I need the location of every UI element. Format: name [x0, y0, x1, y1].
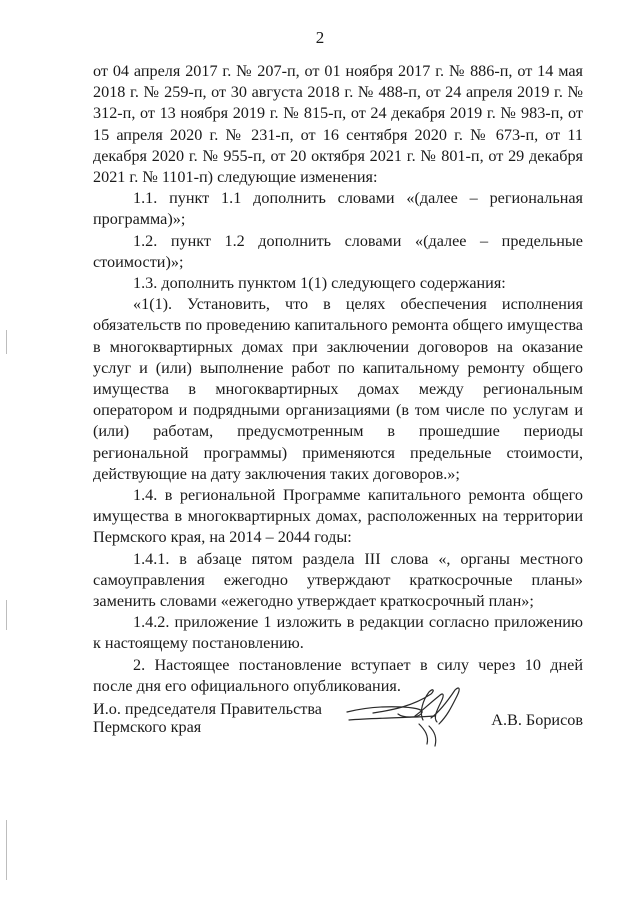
- paragraph-amendment-list: от 04 апреля 2017 г. № 207-п, от 01 ноября 2017 г. № 886-п, от 14 мая 2018 г. № 259-п, от 30 августа 2018 г. № 488-п, от 24 апреля 2019 г. № 312-п, от 13 ноября 2019 г. № 815-п, от 24 декабря 2019 г. № 983-п, от 15 апреля 2020 г. № 231-п, от 16 сентября 2020 г. № 673-п, от 11 декабря 2020 г. № 955-п, от 20 октября 2021 г. № 801-п, от 29 декабря 2021 г. № 1101-п) следующие изменения:: [93, 62, 583, 187]
- paragraph-1-4: 1.4. в региональной Программе капитального ремонта общего имущества в многоквартирных домах, расположенных на территории Пермского края, на 2014 – 2044 годы:: [93, 486, 583, 547]
- paragraph-1-3: 1.3. дополнить пунктом 1(1) следующего содержания:: [133, 274, 506, 293]
- signatory-title: [93, 700, 322, 736]
- paragraph-1-1-1-quote: «1(1). Установить, что в целях обеспечения исполнения обязательств по проведению капитального ремонта общего имущества в многоквартирных домах при заключении договоров на оказание услуг и (или) выполнение работ по капитальному ремонту общего имущества в многоквартирных домах между региональным оператором и подрядными организациями (в том числе по услугам и (или) работам, предусмотренным в прошедшие периоды региональной программы) применяются предельные стоимости, действующие на дату заключения таких договоров.»;: [93, 295, 583, 483]
- handwritten-signature: [343, 680, 473, 750]
- paragraph-1-2: 1.2. пункт 1.2 дополнить словами «(далее – предельные стоимости)»;: [93, 231, 583, 271]
- paragraph-1-1: 1.1. пункт 1.1 дополнить словами «(далее – региональная программа)»;: [93, 189, 583, 229]
- signature-block: [93, 700, 583, 760]
- signatory-title-line: И.о. председателя Правительства: [93, 700, 322, 718]
- paragraph-1-4-1: 1.4.1. в абзаце пятом раздела III слова «, органы местного самоуправления ежегодно утверждают краткосрочные планы» заменить словами «ежегодно утверждает краткосрочный план»;: [93, 549, 583, 611]
- scan-margin-mark: [6, 330, 7, 354]
- paragraph-1-4-2: 1.4.2. приложение 1 изложить в редакции согласно приложению к настоящему постановлению.: [93, 613, 583, 653]
- document-body: [93, 61, 583, 697]
- signatory-title-line: Пермского края: [93, 718, 202, 736]
- paragraph-2: 2. Настоящее постановление вступает в силу через 10 дней после дня его официального опубликования.: [93, 655, 583, 695]
- page-number: 2: [315, 28, 325, 47]
- scan-margin-mark: [6, 820, 7, 880]
- scan-margin-mark: [6, 600, 7, 630]
- signatory-name: А.В. Борисов: [491, 711, 583, 729]
